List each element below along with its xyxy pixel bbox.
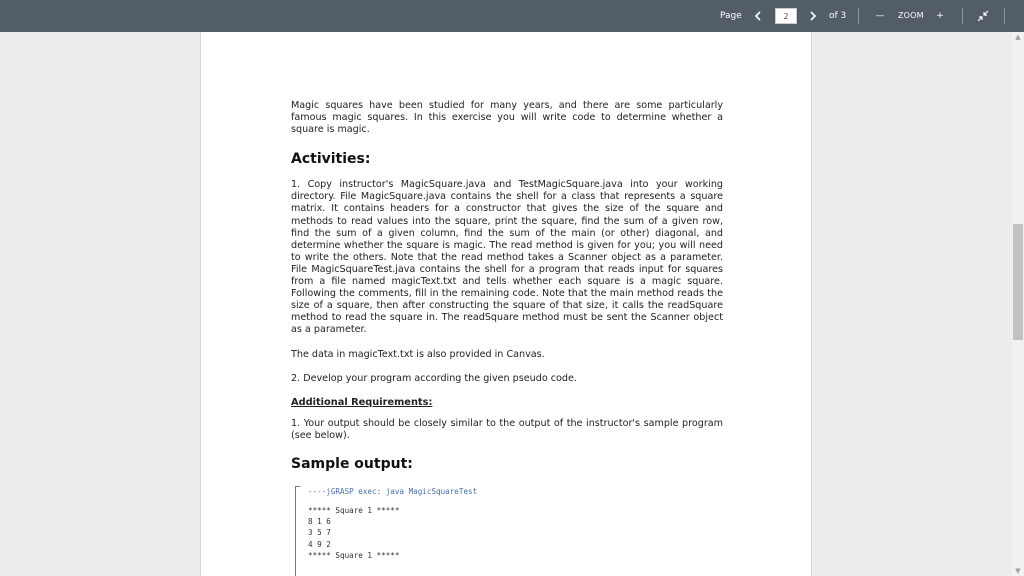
activity-1: 1. Copy instructor's MagicSquare.java and TestMagicSquare.java into your working directory. File MagicSquare.java contains the shell for a class that represents a square matrix. It contains headers for a constructor that gives the size of the square and methods to read values into the square, print the square, find the sum of a given row, find the sum of a given column, find the sum of the main (or other) diagonal, and determine whether the square is magic. The read method is given for you; you will need to write the others. Note that the read method takes a Scanner object as a parameter. File MagicSquareTest.java contains the shell for a program that reads input for squares from a file named magicText.txt and tells whether each square is a magic square. Following the comments, fill in the remaining code. Note that the main method reads the size of a square, then after constructing the square of that size, it calls the readSquare method to read the square in. The readSquare method must be sent the Scanner object as a parameter. (291, 179, 723, 336)
chevron-right-icon (809, 11, 817, 21)
chevron-left-icon (754, 11, 762, 21)
intro-paragraph: Magic squares have been studied for many years, and there are some particularly famous magic squares. In this exercise you will write code to determine whether a square is magic. (291, 100, 723, 136)
scroll-up-arrow-icon[interactable]: ▲ (1015, 33, 1021, 41)
collapse-icon (977, 10, 989, 22)
square-row: 8 1 6 (308, 517, 331, 527)
zoom-label: ZOOM (898, 11, 924, 20)
sample-output-box (295, 486, 723, 576)
square-row: 4 9 2 (308, 539, 331, 549)
pdf-toolbar (0, 0, 1024, 32)
activity-2: 2. Develop your program according the given pseudo code. (291, 372, 577, 384)
previous-page-button[interactable] (751, 0, 765, 32)
page-number-input[interactable] (775, 8, 797, 24)
box-corner (295, 486, 300, 487)
page-label: Page (720, 11, 742, 21)
square-footer: ***** Square 1 ***** (308, 550, 400, 560)
page-content (291, 100, 723, 576)
square-row: 3 5 7 (308, 528, 331, 538)
square-header: ***** Square 1 ***** (308, 506, 400, 516)
vertical-scrollbar[interactable] (1012, 32, 1024, 576)
canvas-note: The data in magicText.txt is also provided in Canvas. (291, 348, 545, 360)
activities-heading: Activities: (291, 151, 371, 168)
toolbar-divider (858, 8, 859, 24)
page-total: of 3 (829, 11, 847, 21)
toolbar-divider (1004, 8, 1005, 24)
document-page (200, 32, 812, 576)
exit-fullscreen-button[interactable] (972, 0, 994, 32)
zoom-in-button[interactable]: + (936, 11, 944, 21)
scroll-down-arrow-icon[interactable]: ▼ (1015, 567, 1021, 575)
next-page-button[interactable] (806, 0, 820, 32)
scroll-thumb[interactable] (1013, 224, 1023, 340)
additional-requirements-heading: Additional Requirements: (291, 396, 433, 408)
exec-line: ----jGRASP exec: java MagicSquareTest (308, 486, 478, 496)
zoom-out-button[interactable]: — (875, 11, 885, 21)
requirement-1: 1. Your output should be closely similar to the output of the instructor's sample program (see below). (291, 417, 723, 441)
toolbar-divider (962, 8, 963, 24)
sample-output-heading: Sample output: (291, 455, 413, 472)
